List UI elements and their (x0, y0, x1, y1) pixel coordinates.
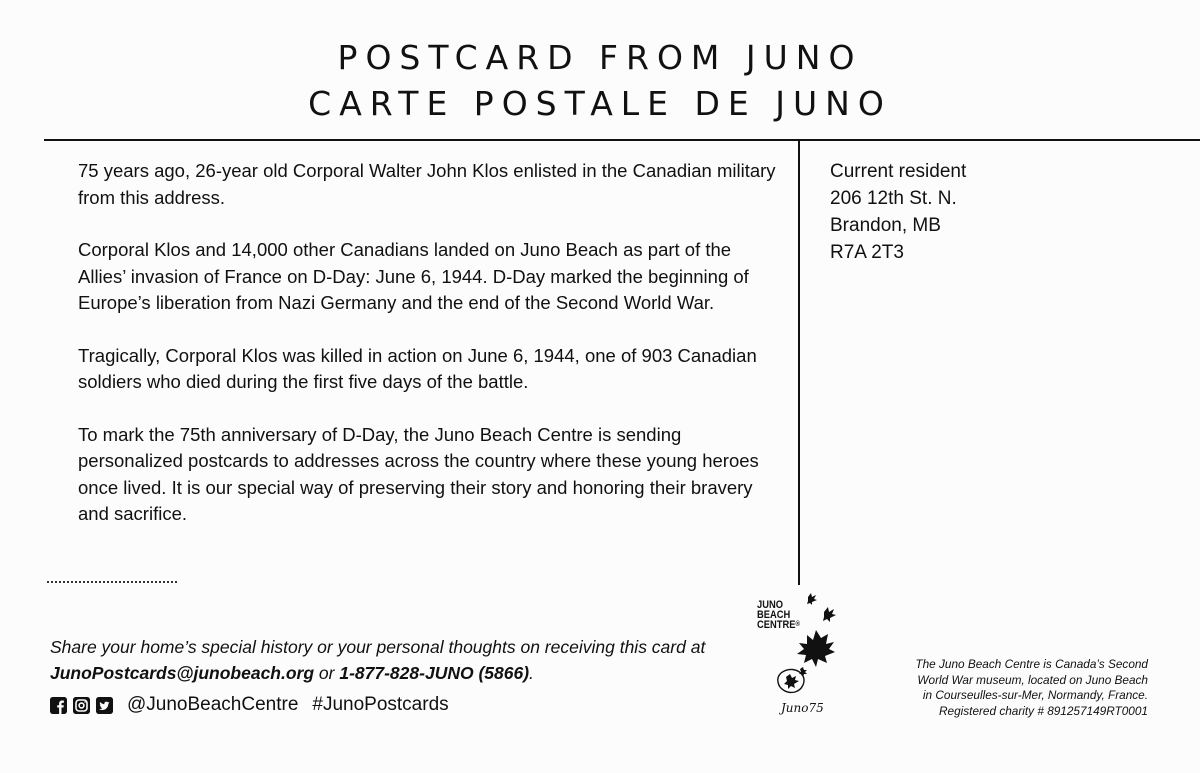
juno75-label: Juno75 (781, 701, 824, 715)
social-row (50, 694, 449, 716)
message-paragraph-2: Corporal Klos and 14,000 other Canadians landed on Juno Beach as part of the Allies’ invasion of France on D-Day: June 6, 1944. D-Day marked the beginning of Europe’s liberation from Nazi Germany and the end of the Second World War. (78, 239, 749, 313)
title-english: POSTCARD FROM JUNO (337, 38, 863, 77)
share-message (50, 634, 730, 686)
social-handle[interactable]: @JunoBeachCentre (127, 694, 299, 715)
registered-mark: ® (795, 621, 800, 628)
vertical-divider (798, 140, 800, 585)
instagram-icon[interactable] (73, 697, 90, 714)
facebook-icon[interactable] (50, 697, 67, 714)
share-phone[interactable]: 1-877-828-JUNO (5866) (339, 663, 530, 683)
twitter-icon[interactable] (96, 697, 113, 714)
social-hashtag[interactable]: #JunoPostcards (312, 694, 449, 715)
title-french: CARTE POSTALE DE JUNO (308, 84, 892, 123)
message-body (78, 158, 778, 554)
museum-note-line-2: World War museum, located on Juno Beach (917, 672, 1148, 687)
share-email-link[interactable]: JunoPostcards@junobeach.org (50, 663, 315, 683)
logo-line-1: JUNO (757, 599, 783, 611)
museum-note (818, 657, 1148, 719)
message-paragraph-3: Tragically, Corporal Klos was killed in action on June 6, 1944, one of 903 Canadian soldiers who died during the first five days of the battle. (78, 344, 757, 392)
museum-note-line-3: in Courseulles-sur-Mer, Normandy, France. (922, 688, 1148, 702)
logo-line-3: CENTRE (757, 619, 796, 631)
logo-line-2: BEACH (757, 609, 791, 621)
share-text: Share your home’s special history or your personal thoughts on receiving this card at (50, 637, 706, 657)
recipient-address (830, 158, 966, 266)
horizontal-divider (44, 139, 1200, 141)
message-paragraph-4: To mark the 75th anniversary of D-Day, the Juno Beach Centre is sending personalized postcards to addresses across the country where these young heroes once lived. It is our special way of preserving their story and honoring their bravery and sacrifice. (78, 423, 759, 524)
address-line-3: Brandon, MB (830, 215, 941, 236)
dotted-separator (47, 581, 177, 583)
museum-note-line-1: The Juno Beach Centre is Canada’s Second (915, 657, 1148, 671)
address-line-1: Current resident (830, 161, 967, 182)
address-line-2: 206 12th St. N. (830, 188, 957, 209)
message-paragraph-1: 75 years ago, 26-year old Corporal Walter John Klos enlisted in the Canadian military from this address. (78, 160, 776, 208)
share-or-text: or (314, 663, 340, 683)
museum-note-line-4: Registered charity # 891257149RT0001 (939, 703, 1148, 718)
share-end-text: . (529, 663, 534, 683)
address-line-4: R7A 2T3 (830, 242, 904, 263)
